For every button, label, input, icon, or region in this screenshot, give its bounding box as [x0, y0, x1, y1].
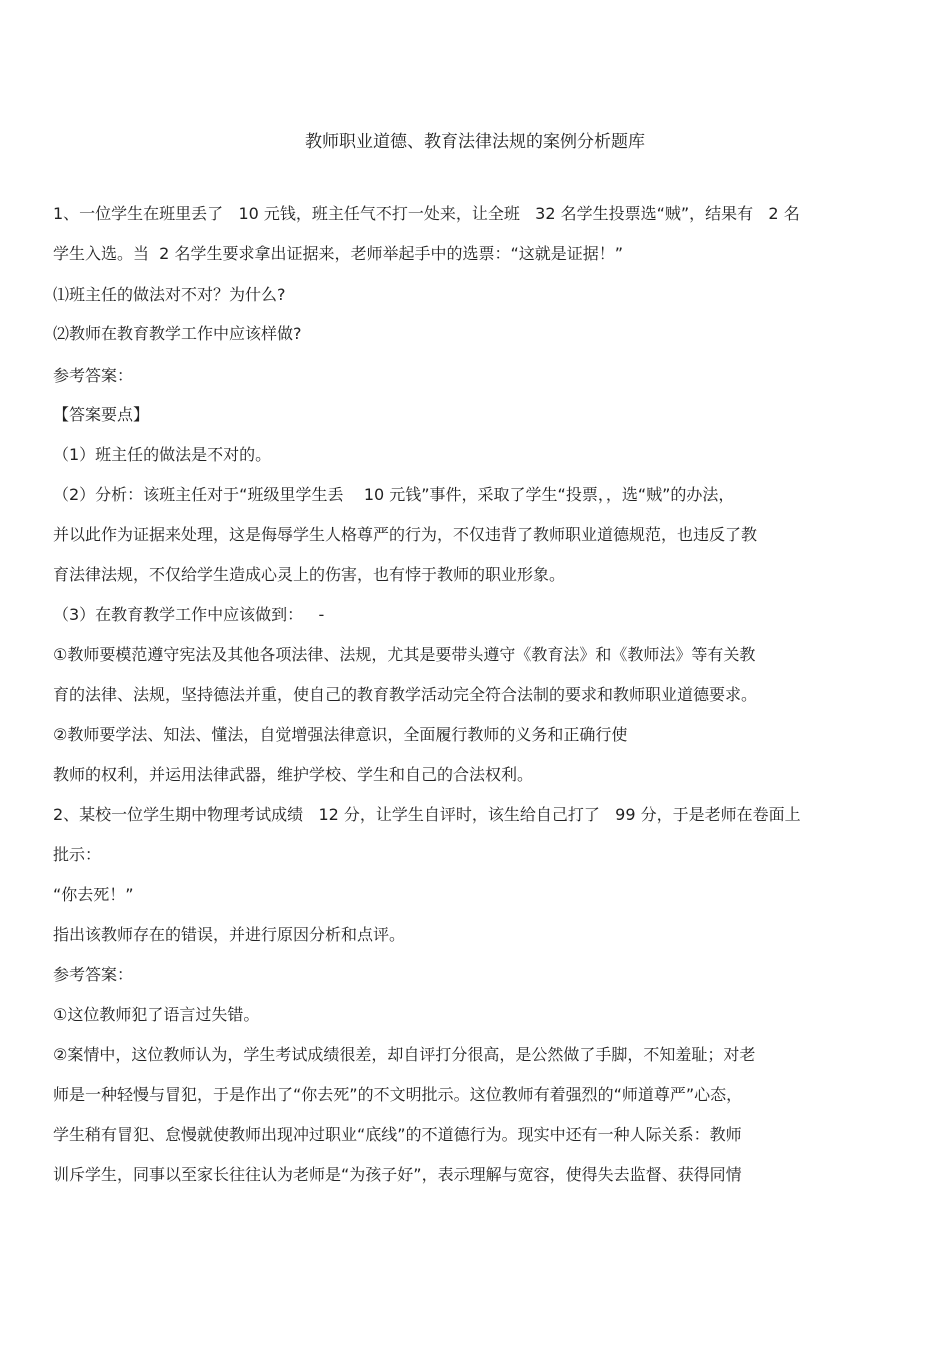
answer-point-2-line-2: 并以此作为证据来处理，这是侮辱学生人格尊严的行为，不仅违背了教师职业道德规范，也违反了教 [53, 525, 758, 544]
reference-answer-label-1: 参考答案： [53, 366, 134, 385]
answer-point-1: （1）班主任的做法是不对的。 [53, 445, 272, 464]
answer-2-point-2-line-3: 学生稍有冒犯、怠慢就使教师出现冲过职业“底线”的不道德行为。现实中还有一种人际关系：教师 [53, 1125, 742, 1144]
question-1-sub-2: ⑵教师在教育教学工作中应该样做? [53, 324, 302, 343]
answer-point-2-line-1: （2）分析：该班主任对于“班级里学生丢 10 元钱”事件，采取了学生“投票，，选“贼”的办法， [53, 485, 735, 504]
document-title: 教师职业道德、教育法律法规的案例分析题库 [305, 132, 645, 152]
answer-point-3-item-2-line-1: ②教师要学法、知法、懂法，自觉增强法律意识，全面履行教师的义务和正确行使 [53, 725, 628, 744]
answer-2-point-2-line-1: ②案情中，这位教师认为，学生考试成绩很差，却自评打分很高，是公然做了手脚，不知羞耻；对老 [53, 1045, 756, 1064]
answer-key-points-heading: 【答案要点】 [53, 405, 150, 424]
answer-2-point-2-line-4: 训斥学生，同事以至家长往往认为老师是“为孩子好”，表示理解与宽容，使得失去监督、获得同情 [53, 1165, 742, 1184]
question-2-instruction: 指出该教师存在的错误，并进行原因分析和点评。 [53, 925, 406, 944]
answer-point-3-heading: （3）在教育教学工作中应该做到： - [53, 605, 325, 624]
question-2-line-1: 2、某校一位学生期中物理考试成绩 12 分，让学生自评时，该生给自己打了 99 分，于是老师在卷面上 [53, 805, 801, 824]
answer-point-3-item-2-line-2: 教师的权利，并运用法律武器，维护学校、学生和自己的合法权利。 [53, 765, 534, 784]
question-1-line-1: 1、一位学生在班里丢了 10 元钱，班主任气不打一处来，让全班 32 名学生投票选“贼”，结果有 2 名 [53, 204, 800, 223]
answer-point-3-item-1-line-1: ①教师要模范遵守宪法及其他各项法律、法规，尤其是要带头遵守《教育法》和《教师法》等有关教 [53, 645, 756, 664]
question-2-line-2: 批示： [53, 845, 102, 864]
question-1-line-2: 学生入选。当 2 名学生要求拿出证据来，老师举起手中的选票：“这就是证据！” [53, 244, 624, 263]
question-2-quote: “你去死！” [53, 885, 134, 904]
answer-2-point-1: ①这位教师犯了语言过失错。 [53, 1005, 260, 1024]
answer-point-3-item-1-line-2: 育的法律、法规，坚持德法并重，使自己的教育教学活动完全符合法制的要求和教师职业道德要求。 [53, 685, 758, 704]
reference-answer-label-2: 参考答案： [53, 965, 134, 984]
question-1-sub-1: ⑴班主任的做法对不对？为什么? [53, 285, 286, 304]
answer-point-2-line-3: 育法律法规，不仅给学生造成心灵上的伤害，也有悖于教师的职业形象。 [53, 565, 566, 584]
answer-2-point-2-line-2: 师是一种轻慢与冒犯，于是作出了“你去死”的不文明批示。这位教师有着强烈的“师道尊严”心态， [53, 1085, 743, 1104]
